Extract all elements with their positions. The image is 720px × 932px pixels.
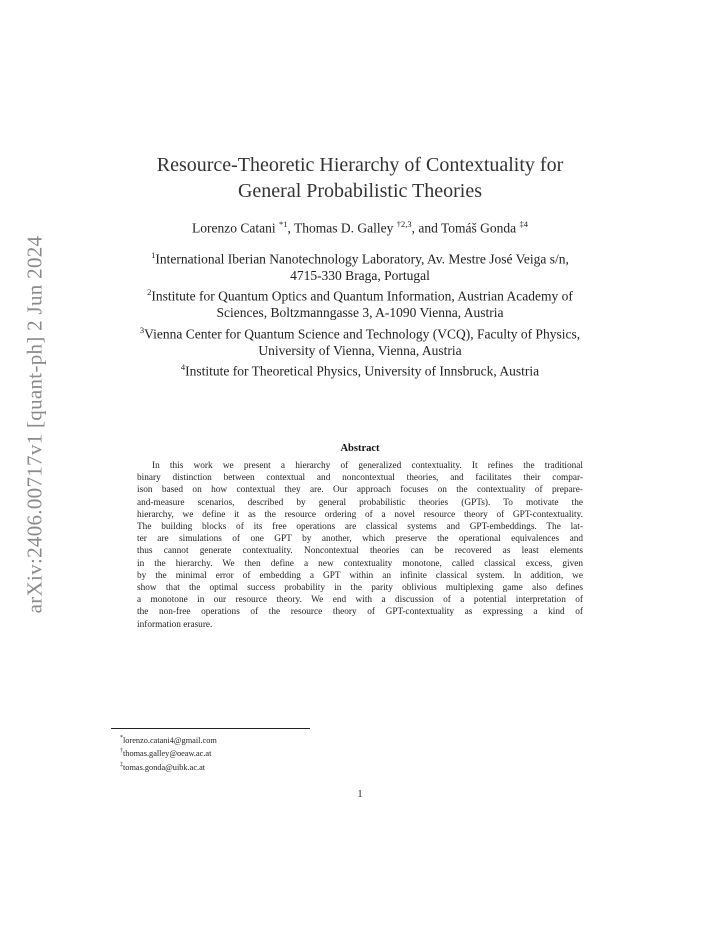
author-separator: , and xyxy=(411,220,441,236)
abstract-line: The building blocks of its free operations are classical systems and GPT-embeddings. The lat- xyxy=(137,522,583,533)
abstract-line: information erasure. xyxy=(137,619,213,630)
affiliation-number: 4 xyxy=(180,361,186,372)
page-number: 1 xyxy=(357,789,363,800)
footnote-email: lorenzo.catani4@gmail.com xyxy=(123,735,217,745)
title-line-2: General Probabilistic Theories xyxy=(237,180,482,202)
paper-title xyxy=(100,152,620,204)
author-name: Tomáš Gonda xyxy=(440,220,517,236)
affiliation-text: Vienna Center for Quantum Science and Technology (VCQ), Faculty of Physics, xyxy=(144,326,581,342)
title-line-1: Resource-Theoretic Hierarchy of Contextuality for xyxy=(156,154,564,176)
author-separator: , xyxy=(287,220,294,236)
affiliation-number: 3 xyxy=(139,324,145,335)
author-name: Lorenzo Catani xyxy=(191,220,276,236)
abstract-line: hierarchy, we define it as the resource ordering of a novel resource theory of GPT-contextuality. xyxy=(137,509,583,520)
footnote-divider xyxy=(111,728,310,729)
affiliation-line xyxy=(100,247,620,268)
affiliation-line: University of Vienna, Vienna, Austria xyxy=(258,342,462,358)
author-affiliation-mark: †2,3 xyxy=(396,219,412,229)
abstract-body xyxy=(137,460,583,631)
abstract-line: In this work we present a hierarchy of generalized contextuality. It refines the traditional xyxy=(152,461,583,471)
author-list xyxy=(100,219,620,237)
affiliation-list xyxy=(100,247,620,380)
arxiv-stamp xyxy=(20,224,50,624)
footnotes xyxy=(120,733,217,773)
author-affiliation-mark: *1 xyxy=(278,219,288,229)
footnote-email: thomas.galley@oeaw.ac.at xyxy=(123,749,212,759)
abstract-line: and-measure scenarios, described by general probabilistic theories (GPTs). To motivate the xyxy=(137,497,583,508)
affiliation-line xyxy=(100,359,620,380)
affiliation-number: 2 xyxy=(147,287,152,298)
affiliation-line: Sciences, Boltzmanngasse 3, A-1090 Vienna, Austria xyxy=(216,305,504,321)
affiliation-text: Institute for Quantum Optics and Quantum Information, Austrian Academy of xyxy=(151,288,573,304)
footnote xyxy=(120,760,217,773)
abstract-line: ison based on how contextual they are. Our approach focuses on the contextuality of prepare- xyxy=(137,485,583,496)
affiliation-line xyxy=(100,322,620,343)
abstract-heading: Abstract xyxy=(340,443,380,454)
affiliation-text: Institute for Theoretical Physics, University of Innsbruck, Austria xyxy=(185,363,540,379)
abstract-line: a monotone in our resource theory. We end with a discussion of a potential interpretation of xyxy=(137,595,583,606)
footnote-mark: * xyxy=(120,735,123,741)
affiliation-text: International Iberian Nanotechnology Laboratory, Av. Mestre José Veiga s/n, xyxy=(155,251,569,267)
abstract-line: the non-free operations of the resource theory of GPT-contextuality as expressing a kind of xyxy=(137,607,583,618)
affiliation-number: 1 xyxy=(151,250,156,260)
abstract-line: show that the optimal success probability in the parity oblivious multiplexing game also defines xyxy=(137,583,583,594)
footnote xyxy=(120,746,217,759)
abstract-line: ter are simulations of one GPT by another, which preserve the operational equivalences and xyxy=(137,534,583,545)
abstract-line: in the hierarchy. We then define a new contextuality monotone, called classical excess, given xyxy=(137,558,583,569)
affiliation-line xyxy=(100,284,620,305)
footnote-mark: ‡ xyxy=(120,761,123,768)
footnote-mark: † xyxy=(120,748,123,755)
author-name: Thomas D. Galley xyxy=(293,220,394,236)
abstract-line: by the minimal error of embedding a GPT within an infinite classical system. In addition, we xyxy=(137,570,583,581)
footnote-email: tomas.gonda@uibk.ac.at xyxy=(123,762,206,772)
arxiv-identifier: arXiv:2406.00717v1 [quant-ph] 2 Jun 2024 xyxy=(22,235,47,613)
author-affiliation-mark: ‡4 xyxy=(519,219,528,229)
footnote xyxy=(120,733,217,746)
affiliation-line: 4715-330 Braga, Portugal xyxy=(290,267,430,283)
abstract-line: binary distinction between contextual and noncontextual theories, and facilitates their compar- xyxy=(137,473,583,484)
abstract-line: thus cannot generate contextuality. Noncontextual theories can be recovered as least elements xyxy=(137,546,583,557)
